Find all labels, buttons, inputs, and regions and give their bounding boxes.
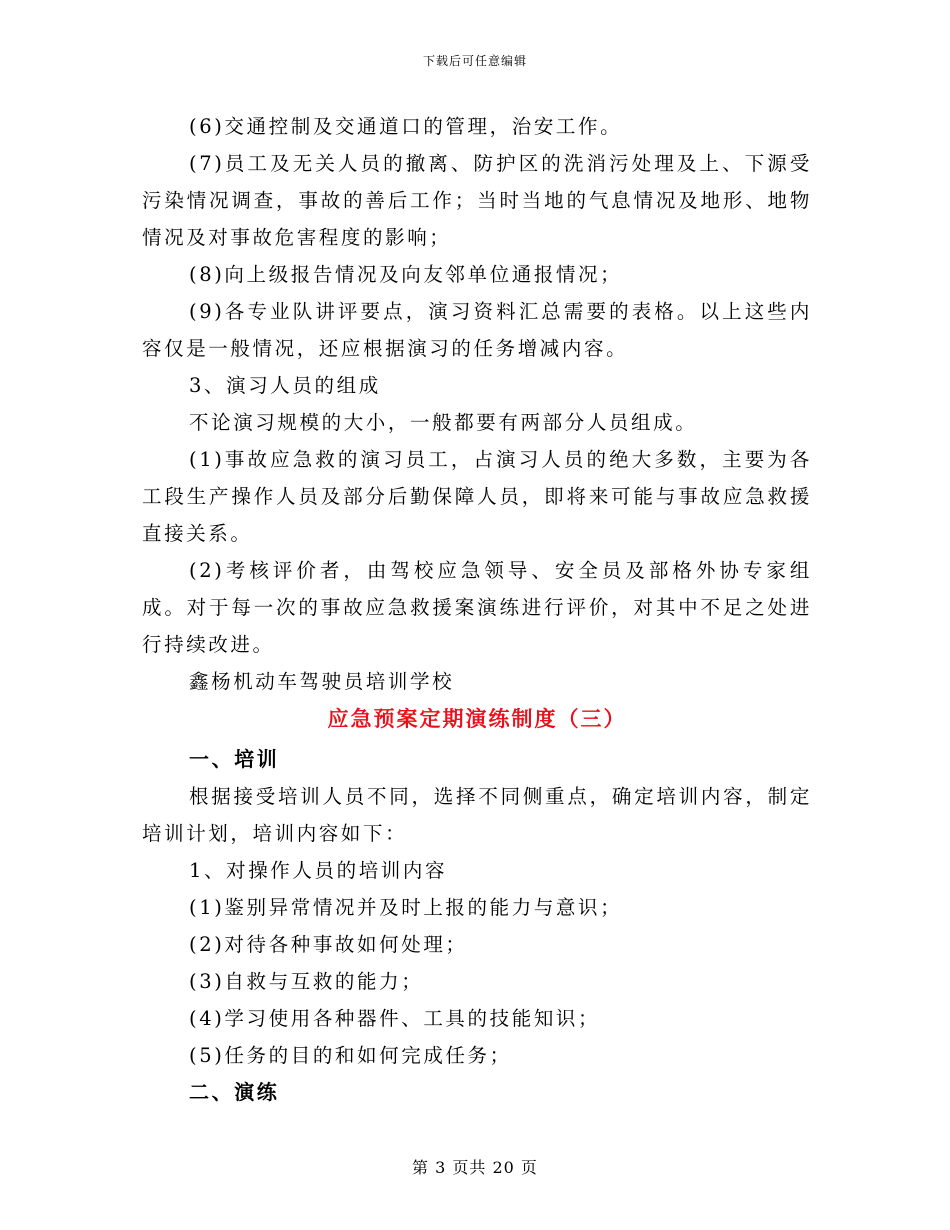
- school-name: 鑫杨机动车驾驶员培训学校: [189, 670, 455, 693]
- page-header-note: 下载后可任意编辑: [422, 54, 527, 68]
- training-item-5: (5)任务的目的和如何完成任务；: [189, 1044, 512, 1067]
- training-item-3: (3)自救与互救的能力；: [189, 970, 424, 993]
- subheading-exercise-personnel: 3、演习人员的组成: [189, 374, 381, 397]
- training-subheading: 1、对操作人员的培训内容: [189, 859, 448, 882]
- training-item-1: (1)鉴别异常情况并及时上报的能力与意识；: [189, 896, 623, 919]
- paragraph-item-6: (6)交通控制及交通道口的管理，治安工作。: [189, 115, 623, 138]
- training-intro: 根据接受培训人员不同，选择不同侧重点，确定培训内容，制定培训计划，培训内容如下：: [142, 785, 812, 845]
- page-footer: 第 3 页共 20 页: [412, 1158, 538, 1177]
- section-two-heading: 二、演练: [189, 1080, 280, 1104]
- section-one-heading: 一、培训: [189, 747, 280, 771]
- document-body: [142, 108, 812, 1111]
- section-title: 应急预案定期演练制度（三）: [327, 706, 627, 731]
- paragraph-item-7: (7)员工及无关人员的撤离、防护区的洗消污处理及上、下源受污染情况调查，事故的善后工作；当时当地的气息情况及地形、地物情况及对事故危害程度的影响；: [142, 152, 812, 249]
- paragraph-personnel-1: (1)事故应急救的演习员工，占演习人员的绝大多数，主要为各工段生产操作人员及部分后勤保障人员，即将来可能与事故应急救援直接关系。: [142, 448, 812, 545]
- training-item-4: (4)学习使用各种器件、工具的技能知识；: [189, 1007, 601, 1030]
- paragraph-item-9: (9)各专业队讲评要点，演习资料汇总需要的表格。以上这些内容仅是一般情况，还应根据演习的任务增减内容。: [142, 300, 812, 360]
- paragraph-item-8: (8)向上级报告情况及向友邻单位通报情况；: [189, 263, 623, 286]
- paragraph-personnel-intro: 不论演习规模的大小，一般都要有两部分人员组成。: [189, 411, 698, 434]
- paragraph-personnel-2: (2)考核评价者，由驾校应急领导、安全员及部格外协专家组成。对于每一次的事故应急救援案演练进行评价，对其中不足之处进行持续改进。: [142, 559, 812, 656]
- training-item-2: (2)对待各种事故如何处理；: [189, 933, 468, 956]
